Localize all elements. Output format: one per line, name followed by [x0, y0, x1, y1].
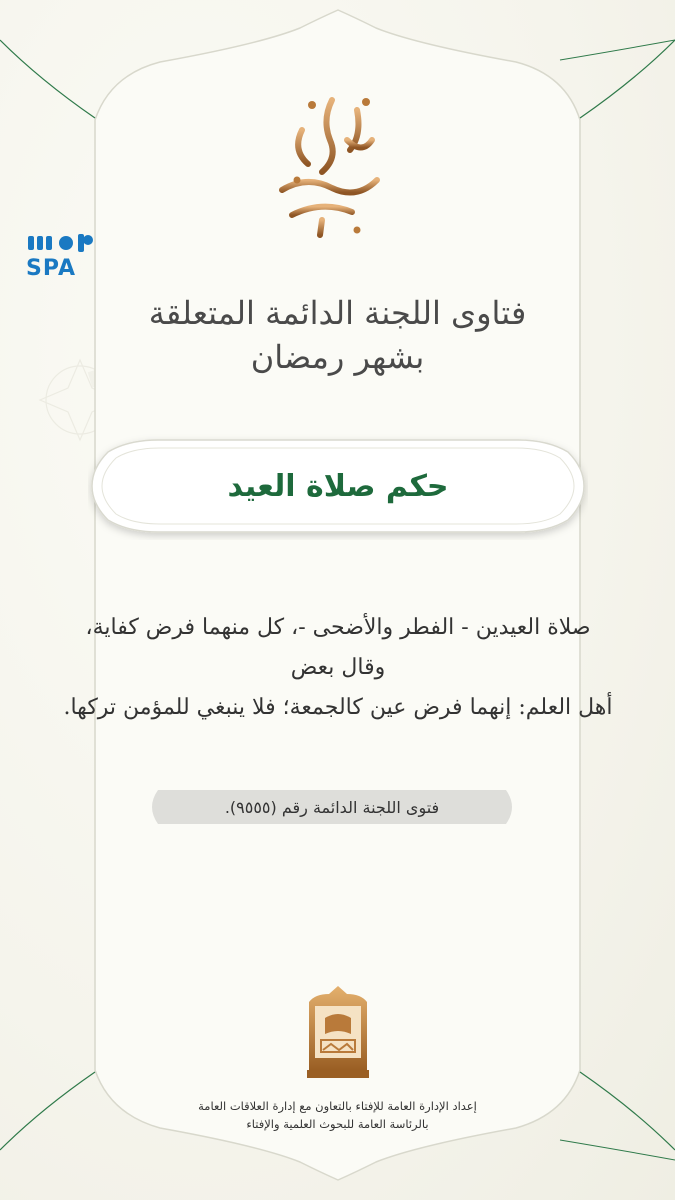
reference-pill — [144, 784, 520, 830]
fatwa-title: حكم صلاة العيد — [227, 468, 449, 504]
footer-line-2: بالرئاسة العامة للبحوث العلمية والإفتاء — [246, 1117, 429, 1131]
header-line-1: فتاوى اللجنة الدائمة المتعلقة — [148, 294, 527, 332]
title-card — [88, 432, 588, 540]
fatwa-body-line-2: أهل العلم: إنهما فرض عين كالجمعة؛ فلا ينبغي للمؤمن تركها. — [63, 695, 613, 720]
fatwa-body-line-1: صلاة العيدين - الفطر والأضحى -، كل منهما فرض كفاية، وقال بعض — [85, 615, 591, 680]
presidency-emblem — [301, 984, 375, 1080]
fatwa-reference: فتوى اللجنة الدائمة رقم (٩٥٥٥). — [224, 797, 440, 817]
spa-logo-text: SPA — [26, 256, 76, 281]
footer-line-1: إعداد الإدارة العامة للإفتاء بالتعاون مع إدارة العلاقات العامة — [198, 1099, 477, 1113]
fatwa-body — [62, 608, 614, 728]
header-line-2: بشهر رمضان — [250, 338, 425, 376]
spa-arabic-mark-icon — [26, 232, 96, 254]
spa-logo — [26, 232, 96, 280]
ramadan-fatawa-calligraphy — [262, 80, 392, 240]
